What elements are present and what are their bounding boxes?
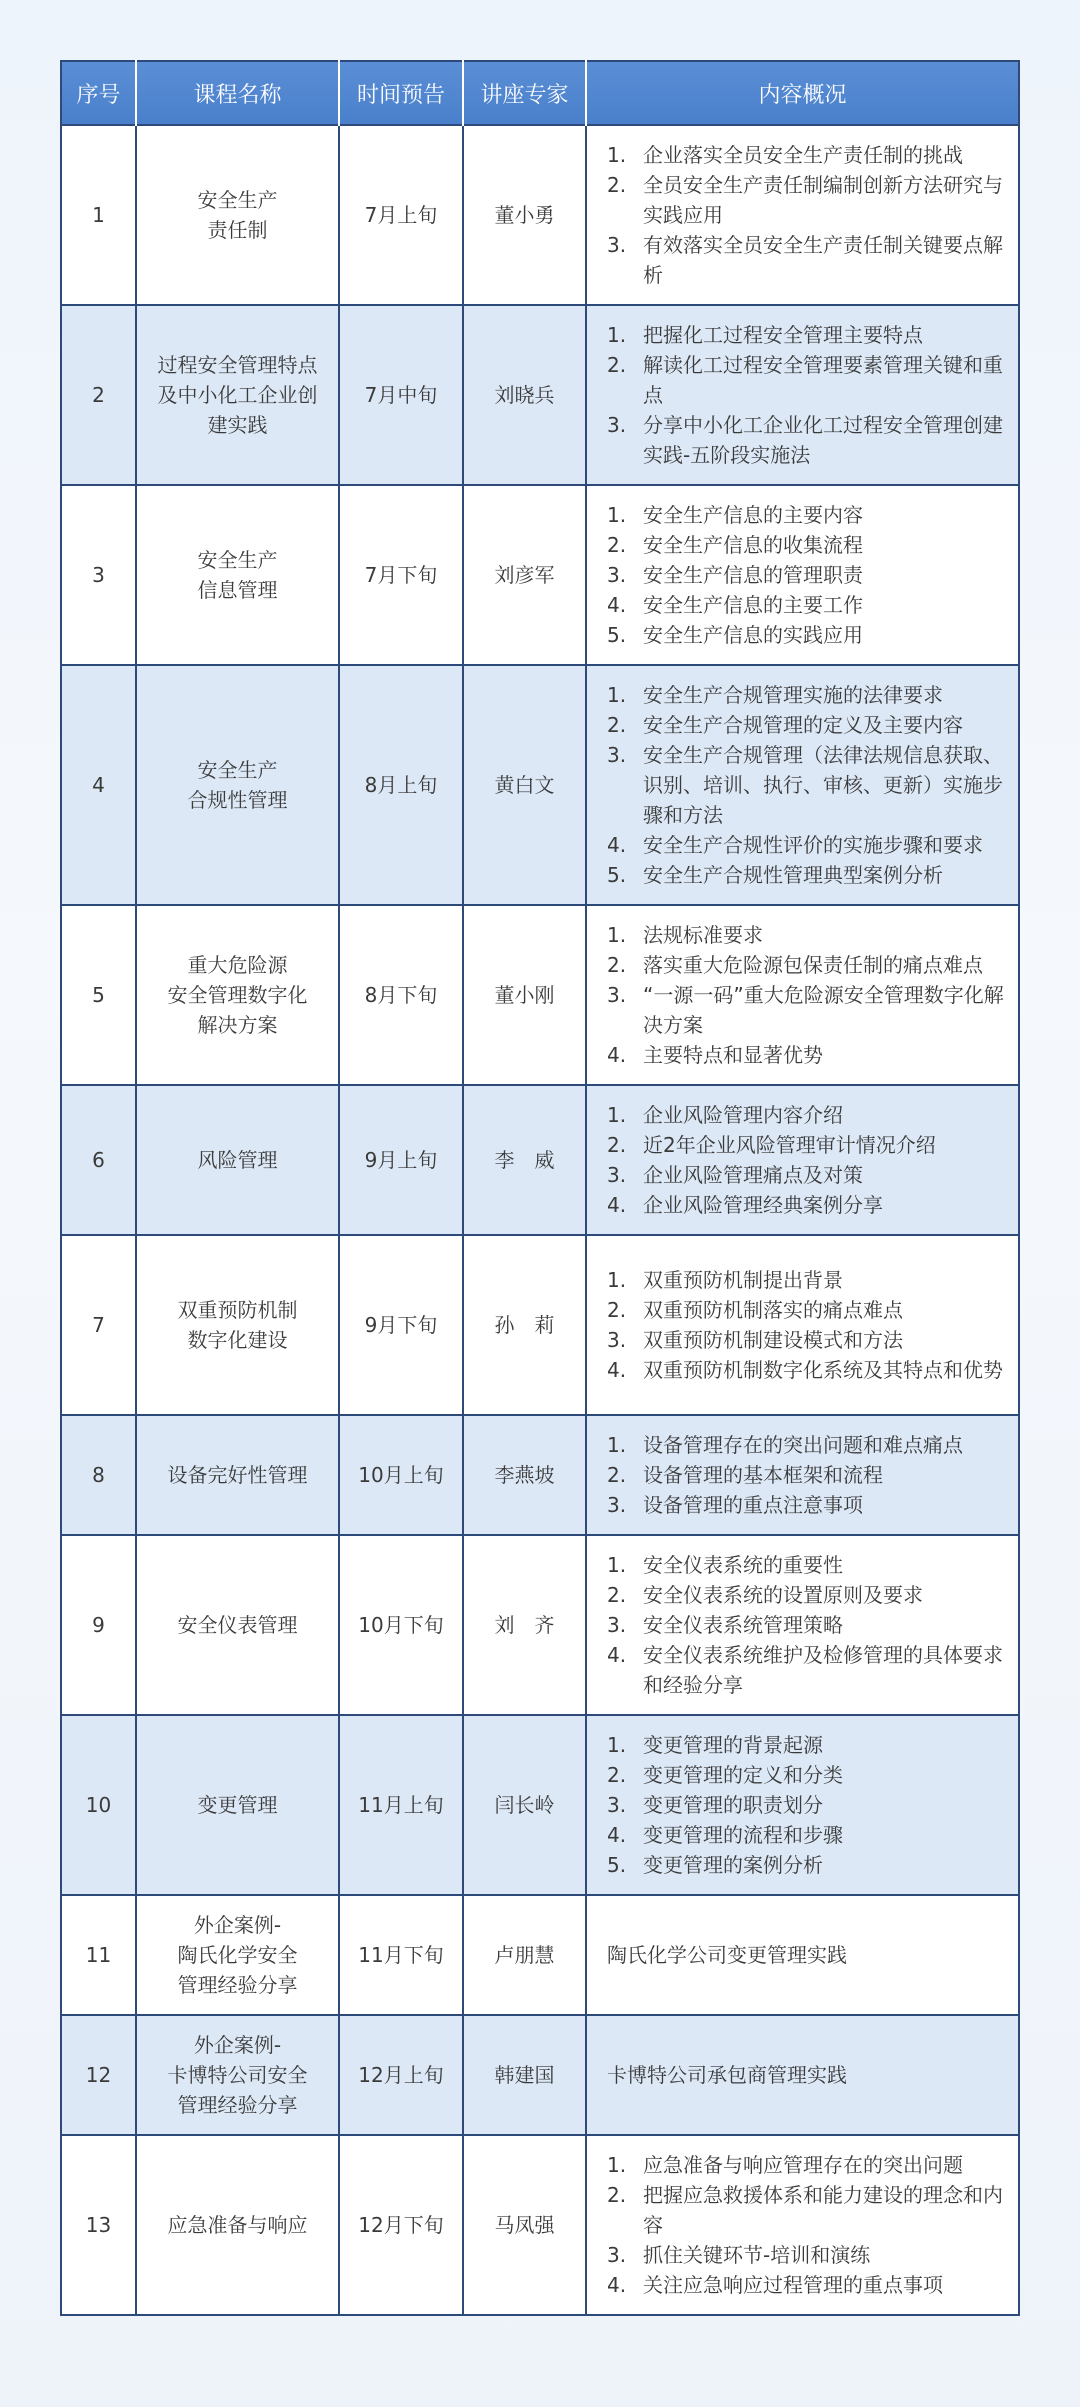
course-name-line: 卡博特公司安全 [167,2063,308,2087]
content-item-text: 安全生产信息的主要内容 [643,503,863,527]
content-item-text: 设备管理的基本框架和流程 [643,1463,883,1487]
course-name-line: 建实践 [207,413,268,437]
content-item-number: 2. [607,1463,627,1487]
course-name-line: 外企案例- [193,1913,282,1937]
content-item-number: 2. [607,1583,627,1607]
content-item-text: 变更管理的定义和分类 [643,1763,843,1787]
content-list-item [607,500,1004,530]
content-item-number: 4. [607,1823,627,1847]
header-course: 课程名称 [136,61,339,125]
lecturer-name: 韩建国 [463,2015,586,2135]
content-item-text: 安全仪表系统的重要性 [643,1553,843,1577]
content-list-item [607,1100,1004,1130]
content-list [607,680,1004,890]
content-list-item [607,1580,1004,1610]
content-item-text: 企业风险管理经典案例分享 [643,1193,883,1217]
lecturer-name: 刘 齐 [463,1535,586,1715]
content-item-number: 4. [607,593,627,617]
content-list-item [607,830,1004,860]
course-name [136,1715,339,1895]
row-number: 5 [61,905,136,1085]
content-item-number: 1. [607,323,627,347]
content-list-item [607,320,1004,350]
content-list-item [607,1790,1004,1820]
content-item-text: 安全仪表系统维护及检修管理的具体要求和经验分享 [643,1643,1003,1697]
content-item-text: 解读化工过程安全管理要素管理关键和重点 [643,353,1003,407]
content-list-item [607,620,1004,650]
schedule-time: 10月上旬 [339,1415,463,1535]
content-list-item [607,1820,1004,1850]
content-list-item [607,1040,1004,1070]
content-item-number: 1. [607,1433,627,1457]
table-row [61,665,1019,905]
content-item-text: 安全生产合规管理实施的法律要求 [643,683,943,707]
content-list-item [607,1130,1004,1160]
content-item-number: 5. [607,863,627,887]
content-item-number: 3. [607,983,627,1007]
table-header-row [61,61,1019,125]
row-number: 6 [61,1085,136,1235]
content-item-text: 落实重大危险源包保责任制的痛点难点 [643,953,983,977]
course-name-line: 安全管理数字化 [167,983,308,1007]
schedule-time: 12月上旬 [339,2015,463,2135]
content-list-item [607,560,1004,590]
content-text: 卡博特公司承包商管理实践 [607,2063,847,2087]
content-item-number: 1. [607,1268,627,1292]
content-item-text: 安全仪表系统的设置原则及要求 [643,1583,923,1607]
course-name-line: 设备完好性管理 [167,1463,308,1487]
content-summary [586,2135,1019,2315]
content-list-item [607,170,1004,230]
course-schedule-table [60,60,1020,2316]
schedule-container [60,60,1018,2316]
schedule-time: 7月上旬 [339,125,463,305]
schedule-time: 11月上旬 [339,1715,463,1895]
content-item-number: 2. [607,173,627,197]
content-list [607,1430,1004,1520]
content-list [607,320,1004,470]
content-list-item [607,920,1004,950]
course-name [136,665,339,905]
course-name [136,905,339,1085]
course-name [136,1895,339,2015]
course-name [136,1235,339,1415]
table-row [61,485,1019,665]
content-list-item [607,530,1004,560]
content-item-number: 5. [607,623,627,647]
content-item-number: 2. [607,1133,627,1157]
content-list-item [607,350,1004,410]
content-list-item [607,740,1004,830]
content-list-item [607,1850,1004,1880]
content-item-text: 企业落实全员安全生产责任制的挑战 [643,143,963,167]
content-item-number: 2. [607,713,627,737]
content-item-number: 1. [607,683,627,707]
row-number: 9 [61,1535,136,1715]
content-list-item [607,1295,1004,1325]
schedule-time: 10月下旬 [339,1535,463,1715]
content-list-item [607,1640,1004,1700]
content-summary [586,485,1019,665]
content-item-number: 4. [607,1643,627,1667]
content-item-text: 有效落实全员安全生产责任制关键要点解析 [643,233,1003,287]
content-item-number: 3. [607,1163,627,1187]
content-list [607,1730,1004,1880]
content-list-item [607,1430,1004,1460]
table-row [61,1895,1019,2015]
course-name-line: 安全仪表管理 [177,1613,298,1637]
course-name-line: 过程安全管理特点 [157,353,318,377]
content-list-item [607,950,1004,980]
content-list [607,1265,1004,1385]
lecturer-name: 马凤强 [463,2135,586,2315]
content-item-text: 安全仪表系统管理策略 [643,1613,843,1637]
content-list-item [607,410,1004,470]
content-item-number: 1. [607,503,627,527]
table-row [61,2015,1019,2135]
content-item-text: 设备管理存在的突出问题和难点痛点 [643,1433,963,1457]
course-name-line: 及中小化工企业创 [157,383,318,407]
content-item-number: 4. [607,1358,627,1382]
row-number: 7 [61,1235,136,1415]
lecturer-name: 刘彦军 [463,485,586,665]
row-number: 8 [61,1415,136,1535]
content-list-item [607,1730,1004,1760]
content-list-item [607,1610,1004,1640]
row-number: 12 [61,2015,136,2135]
content-item-number: 3. [607,1493,627,1517]
table-row [61,1715,1019,1895]
course-name-line: 数字化建设 [187,1328,288,1352]
content-item-number: 2. [607,2183,627,2207]
content-item-number: 3. [607,233,627,257]
content-list [607,1550,1004,1700]
table-row [61,905,1019,1085]
schedule-time: 9月下旬 [339,1235,463,1415]
lecturer-name: 李燕坡 [463,1415,586,1535]
course-name-line: 责任制 [207,218,268,242]
content-list-item [607,710,1004,740]
content-item-number: 3. [607,743,627,767]
content-item-text: 近2年企业风险管理审计情况介绍 [643,1133,936,1157]
content-item-number: 2. [607,533,627,557]
lecturer-name: 孙 莉 [463,1235,586,1415]
lecturer-name: 李 威 [463,1085,586,1235]
content-item-number: 1. [607,1103,627,1127]
course-name-line: 双重预防机制 [177,1298,298,1322]
content-item-text: 安全生产信息的实践应用 [643,623,863,647]
content-item-text: 变更管理的流程和步骤 [643,1823,843,1847]
content-list-item [607,1760,1004,1790]
course-name-line: 安全生产 [197,548,278,572]
content-item-number: 3. [607,2243,627,2267]
course-name [136,485,339,665]
content-item-number: 2. [607,1298,627,1322]
content-item-text: 双重预防机制数字化系统及其特点和优势 [643,1358,1003,1382]
row-number: 11 [61,1895,136,2015]
content-list [607,500,1004,650]
content-item-text: 双重预防机制落实的痛点难点 [643,1298,903,1322]
course-name-line: 应急准备与响应 [167,2213,308,2237]
content-item-text: 安全生产合规性评价的实施步骤和要求 [643,833,983,857]
content-item-text: 安全生产合规管理（法律法规信息获取、识别、培训、执行、审核、更新）实施步骤和方法 [643,743,1003,827]
content-list-item [607,1460,1004,1490]
content-list-item [607,2150,1004,2180]
row-number: 4 [61,665,136,905]
content-item-number: 4. [607,1193,627,1217]
content-summary [586,125,1019,305]
table-row [61,1415,1019,1535]
content-item-text: 安全生产信息的主要工作 [643,593,863,617]
course-name-line: 安全生产 [197,758,278,782]
lecturer-name: 卢朋慧 [463,1895,586,2015]
content-summary [586,1415,1019,1535]
content-item-number: 5. [607,1853,627,1877]
lecturer-name: 闫长岭 [463,1715,586,1895]
table-row [61,1085,1019,1235]
content-list-item [607,1490,1004,1520]
content-item-number: 2. [607,953,627,977]
course-name [136,305,339,485]
schedule-time: 8月下旬 [339,905,463,1085]
row-number: 1 [61,125,136,305]
content-item-number: 1. [607,2153,627,2177]
content-item-text: 变更管理的职责划分 [643,1793,823,1817]
schedule-time: 12月下旬 [339,2135,463,2315]
content-item-number: 2. [607,1763,627,1787]
course-name [136,125,339,305]
course-name-line: 外企案例- [193,2033,282,2057]
content-item-number: 4. [607,1043,627,1067]
content-summary [586,1715,1019,1895]
table-row [61,305,1019,485]
course-name-line: 风险管理 [197,1148,278,1172]
course-name-line: 管理经验分享 [177,1973,298,1997]
content-summary [586,1535,1019,1715]
course-name [136,2135,339,2315]
content-summary [586,1085,1019,1235]
content-item-number: 4. [607,833,627,857]
content-list-item [607,980,1004,1040]
content-item-text: 分享中小化工企业化工过程安全管理创建实践-五阶段实施法 [643,413,1003,467]
content-list-item [607,2240,1004,2270]
course-name [136,1535,339,1715]
lecturer-name: 刘晓兵 [463,305,586,485]
content-summary [586,905,1019,1085]
schedule-time: 7月下旬 [339,485,463,665]
row-number: 3 [61,485,136,665]
table-row [61,125,1019,305]
content-summary [586,305,1019,485]
course-name-line: 安全生产 [197,188,278,212]
content-item-text: 安全生产合规性管理典型案例分析 [643,863,943,887]
schedule-time: 8月上旬 [339,665,463,905]
header-expert: 讲座专家 [463,61,586,125]
course-name [136,1415,339,1535]
course-name-line: 信息管理 [197,578,278,602]
content-item-text: 把握化工过程安全管理主要特点 [643,323,923,347]
course-name-line: 陶氏化学安全 [177,1943,298,1967]
content-item-text: 双重预防机制建设模式和方法 [643,1328,903,1352]
header-no: 序号 [61,61,136,125]
content-item-text: 双重预防机制提出背景 [643,1268,843,1292]
content-list-item [607,1265,1004,1295]
content-item-text: 抓住关键环节-培训和演练 [643,2243,871,2267]
content-item-text: 安全生产信息的管理职责 [643,563,863,587]
content-item-number: 3. [607,563,627,587]
lecturer-name: 黄白文 [463,665,586,905]
content-item-number: 3. [607,1613,627,1637]
course-name-line: 变更管理 [197,1793,278,1817]
content-item-text: 主要特点和显著优势 [643,1043,823,1067]
content-list-item [607,680,1004,710]
content-list-item [607,230,1004,290]
content-summary [586,2015,1019,2135]
content-list-item [607,140,1004,170]
content-item-text: 安全生产合规管理的定义及主要内容 [643,713,963,737]
content-item-text: 关注应急响应过程管理的重点事项 [643,2273,943,2297]
content-list-item [607,860,1004,890]
content-item-number: 3. [607,1328,627,1352]
table-row [61,1235,1019,1415]
content-item-text: 企业风险管理内容介绍 [643,1103,843,1127]
content-item-number: 1. [607,1553,627,1577]
course-name-line: 重大危险源 [187,953,288,977]
header-content: 内容概况 [586,61,1019,125]
content-list-item [607,1160,1004,1190]
course-name [136,1085,339,1235]
schedule-time: 9月上旬 [339,1085,463,1235]
content-item-text: 把握应急救援体系和能力建设的理念和内容 [643,2183,1003,2237]
content-item-text: 变更管理的背景起源 [643,1733,823,1757]
content-item-text: 安全生产信息的收集流程 [643,533,863,557]
course-name-line: 管理经验分享 [177,2093,298,2117]
schedule-time: 7月中旬 [339,305,463,485]
course-name-line: 合规性管理 [187,788,288,812]
content-item-number: 4. [607,2273,627,2297]
content-summary [586,665,1019,905]
content-item-text: 全员安全生产责任制编制创新方法研究与实践应用 [643,173,1003,227]
content-item-number: 1. [607,923,627,947]
content-list [607,2150,1004,2300]
content-item-text: 应急准备与响应管理存在的突出问题 [643,2153,963,2177]
table-body [61,125,1019,2315]
content-list [607,1100,1004,1220]
content-item-number: 3. [607,1793,627,1817]
content-list-item [607,1550,1004,1580]
content-summary [586,1235,1019,1415]
table-row [61,2135,1019,2315]
row-number: 10 [61,1715,136,1895]
content-item-number: 1. [607,1733,627,1757]
content-item-text: 设备管理的重点注意事项 [643,1493,863,1517]
content-text: 陶氏化学公司变更管理实践 [607,1943,847,1967]
content-item-text: “一源一码”重大危险源安全管理数字化解决方案 [643,983,1004,1037]
content-list-item [607,1325,1004,1355]
row-number: 2 [61,305,136,485]
content-list-item [607,1190,1004,1220]
content-list-item [607,2180,1004,2240]
table-row [61,1535,1019,1715]
content-item-text: 法规标准要求 [643,923,763,947]
content-list-item [607,590,1004,620]
content-list [607,920,1004,1070]
lecturer-name: 董小勇 [463,125,586,305]
content-item-number: 3. [607,413,627,437]
content-list-item [607,1355,1004,1385]
course-name [136,2015,339,2135]
content-list [607,140,1004,290]
row-number: 13 [61,2135,136,2315]
course-name-line: 解决方案 [197,1013,278,1037]
header-time: 时间预告 [339,61,463,125]
content-item-number: 2. [607,353,627,377]
content-item-text: 变更管理的案例分析 [643,1853,823,1877]
content-item-number: 1. [607,143,627,167]
schedule-time: 11月下旬 [339,1895,463,2015]
content-item-text: 企业风险管理痛点及对策 [643,1163,863,1187]
content-summary [586,1895,1019,2015]
lecturer-name: 董小刚 [463,905,586,1085]
content-list-item [607,2270,1004,2300]
